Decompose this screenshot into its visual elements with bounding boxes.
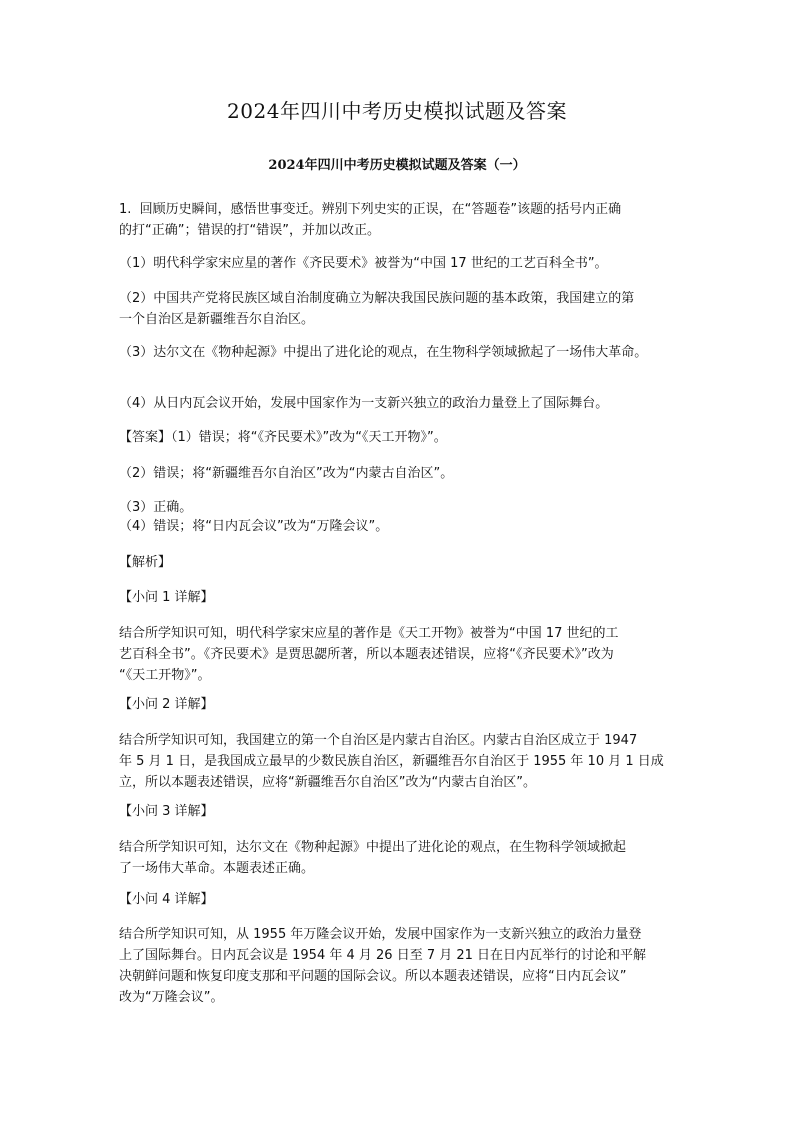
question-item-1: （1）明代科学家宋应星的著作《齐民要术》被誉为“中国 17 世纪的工艺百科全书”。 — [119, 256, 608, 271]
question-item-2: （2）中国共产党将民族区域自治制度确立为解决我国民族问题的基本政策，我国建立的第 一个自治区是新疆维吾尔自治区。 — [119, 291, 635, 327]
analysis-section-1-heading: 【小问 1 详解】 — [119, 590, 214, 605]
analysis-section-3-heading: 【小问 3 详解】 — [119, 804, 214, 819]
question-item-4: （4）从日内瓦会议开始，发展中国家作为一支新兴独立的政治力量登上了国际舞台。 — [119, 396, 609, 411]
analysis-section-1-text: 结合所学知识可知，明代科学家宋应星的著作是《天工开物》被誉为“中国 17 世纪的工 艺百科全书”。《齐民要术》是贾思勰所著，所以本题表述错误，应将“《齐民要术》”改为 “《天工开物》”。 — [119, 626, 619, 683]
analysis-heading: 【解析】 — [119, 555, 172, 570]
analysis-section-2-heading: 【小问 2 详解】 — [119, 697, 214, 712]
document-title: 2024年四川中考历史模拟试题及答案 — [227, 99, 567, 123]
question-item-3: （3）达尔文在《物种起源》中提出了进化论的观点，在生物科学领域掀起了一场伟大革命。 — [119, 345, 648, 360]
analysis-section-4-text: 结合所学知识可知，从 1955 年万隆会议开始，发展中国家作为一支新兴独立的政治力量登 上了国际舞台。日内瓦会议是 1954 年 4 月 26 日至 7 月 21 日在日内瓦举行的讨论和平解 决朝鲜问题和恢复印度支那和平问题的国际会议。所以本题表述错误，应将“日内瓦会议” 改为“万隆会议”。 — [119, 927, 647, 1005]
answer-line-3: （3）正确。 — [119, 500, 193, 515]
question-stem: 1. 回顾历史瞬间，感悟世事变迁。辨别下列史实的正误，在“答题卷”该题的括号内正确 的打“正确”；错误的打“错误”，并加以改正。 — [119, 202, 622, 238]
analysis-section-4-heading: 【小问 4 详解】 — [119, 892, 214, 907]
answer-line-1: 【答案】（1）错误；将“《齐民要术》”改为“《天工开物》”。 — [119, 430, 447, 445]
document-subtitle: 2024年四川中考历史模拟试题及答案（一） — [268, 158, 526, 173]
answer-line-2: （2）错误；将“新疆维吾尔自治区”改为“内蒙古自治区”。 — [119, 466, 454, 481]
analysis-section-2-text: 结合所学知识可知，我国建立的第一个自治区是内蒙古自治区。内蒙古自治区成立于 1947 年 5 月 1 日，是我国成立最早的少数民族自治区，新疆维吾尔自治区于 1955 年 10 月 1 日成 立，所以本题表述错误，应将“新疆维吾尔自治区”改为“内蒙古自治区”。 — [119, 733, 664, 790]
answer-line-4: （4）错误；将“日内瓦会议”改为“万隆会议”。 — [119, 519, 389, 534]
analysis-section-3-text: 结合所学知识可知，达尔文在《物种起源》中提出了进化论的观点，在生物科学领域掀起 了一场伟大革命。本题表述正确。 — [119, 840, 627, 876]
